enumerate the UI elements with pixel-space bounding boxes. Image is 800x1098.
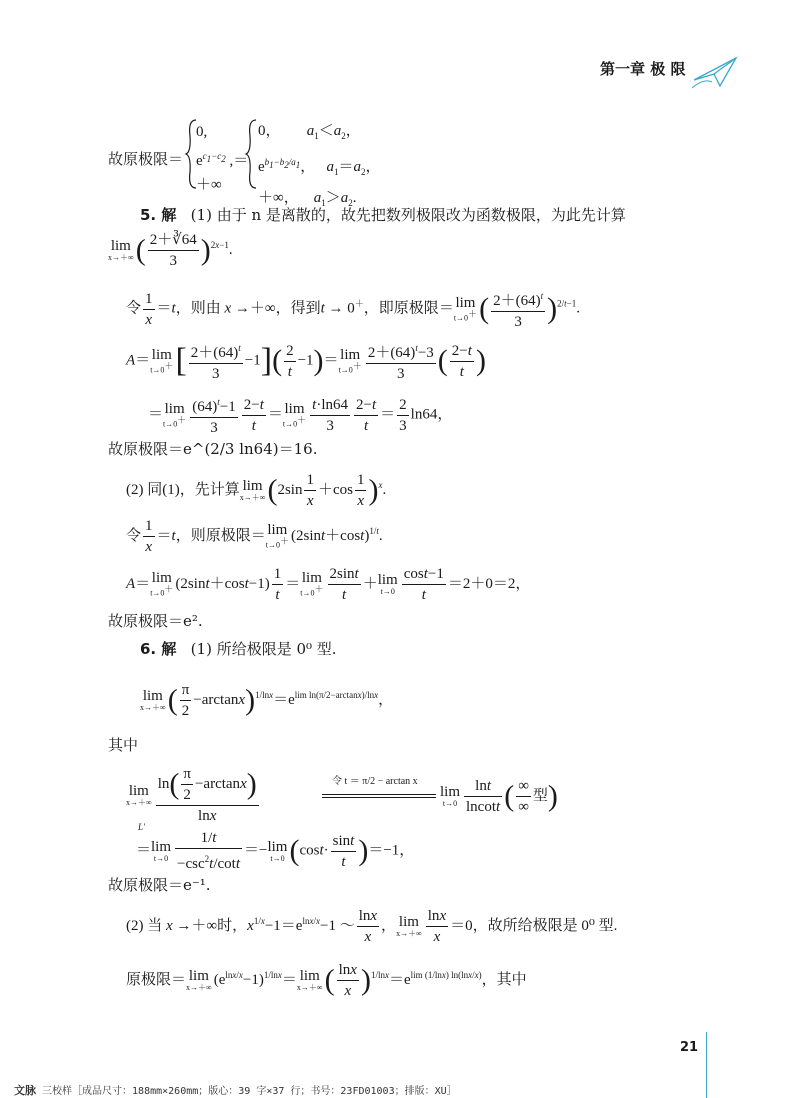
chapter-header: 第一章 极 限 bbox=[600, 60, 686, 78]
p6-qizhong: 其中 bbox=[108, 736, 139, 754]
margin-line bbox=[706, 1032, 707, 1098]
p5-result: 故原极限＝e^(2/3 ln64)＝16. bbox=[108, 440, 318, 458]
piecewise-right: 0， $a_1<a_2$， $e^{b_1-b_2/a_1}$， $a_1=a_2$， ＋∞， $a_1>a_2$. bbox=[258, 123, 381, 208]
piecewise-left: 0, $e^{c_1-c_2}$ ,＝ ＋∞ bbox=[196, 124, 249, 193]
paper-plane-icon bbox=[690, 52, 742, 90]
p5-limit-expr: lim x→＋∞ ( $\frac{2+∛64}{3}$ )$^{2x-1}$. bbox=[108, 232, 233, 269]
right-brace bbox=[244, 118, 258, 190]
p5-substitution: 令 $\frac{1}{x}$ ＝t，则由 x →＋∞，得到t → 0＋，即原极限＝ lim t→0＋ ( $\frac{2+(64)^t}{3}$ )$^{2/t-1}$. bbox=[126, 286, 580, 332]
p5-2-A: A＝ lim t→0＋ (2sint＋cost−1) $\frac{1}{t}$ ＝ lim t→0＋ $\frac{2\sin t}{t}$ ＋ lim t→0 $\frac{\cos t-1}{t}$ ＝2＋0＝2， bbox=[126, 566, 531, 603]
p6-2-intro: (2) 当 x →＋∞时，$x^{1/x}-1=e^{lnx/x}-1$ ～ $\frac{\ln x}{x}$ ， lim x→＋∞ $\frac{\ln x}{x}$ ＝0，故所给极限是 0⁰ 型. bbox=[126, 908, 618, 945]
p5-2-substitution: 令 $\frac{1}{x}$ ＝t，则原极限＝ lim t→0＋ $(2\sin t+\cos t)^{1/t}$. bbox=[126, 518, 383, 555]
p6-limit-expr: lim x→＋∞ ( $\frac{\pi}{2}$ $-\arctan x)^{1/lnx}=e^{lim ln(\pi/2-arctanx)/lnx}$， bbox=[140, 682, 394, 719]
p5-intro: 5. 解 (1) 由于 n 是离散的，故先把数列极限改为函数极限，为此先计算 bbox=[140, 206, 626, 224]
p6-inner-result: lim t→0 $\frac{\ln t}{lncott}$ ( $\frac{\infty}{\infty}$ 型) bbox=[440, 778, 558, 815]
p6-result: 故原极限＝e⁻¹. bbox=[108, 876, 211, 894]
footer: 文脉 三校样［成品尺寸：188mm×260mm；版心：39 字×37 行；书号：23FD01003；排版：XU］ bbox=[14, 1084, 457, 1097]
page-number: 21 bbox=[680, 1040, 699, 1055]
piecewise-intro: 故原极限＝ bbox=[108, 150, 184, 168]
p6-equal-bar bbox=[322, 794, 436, 798]
p5-2-result: 故原极限＝e². bbox=[108, 612, 203, 630]
p5-A-line1: A＝ lim t→0＋ [ $\frac{2+(64)^t}{3}$ −1]( $\frac{2}{t}$ −1)＝ lim t→0＋ $\frac{2+(64)^t-3}{3}$ ( $\frac{2-t}{t}$ ) bbox=[126, 338, 486, 384]
p5-2-intro: (2) 同(1)，先计算 lim x→＋∞ (2sin $\frac{1}{x}$ ＋cos $\frac{1}{x}$ )$^x$. bbox=[126, 472, 387, 509]
p6-intro: 6. 解 (1) 所给极限是 0⁰ 型. bbox=[140, 640, 337, 658]
p5-A-line2: ＝ lim t→0＋ $\frac{(64)^t-1}{3}$ $\frac{2-t}{t}$ ＝ lim t→0＋ $\frac{t\cdot\ln 64}{3}$ $\frac{2-t}{t}$ ＝ $\frac{2}{3}$ ln64， bbox=[148, 392, 452, 438]
p6-inner-limit: lim x→＋∞ ln( $\frac{\pi}{2}$ −arctanx) lnx bbox=[126, 766, 257, 824]
p6-substitution-label: 令 t ＝ π/2 − arctan x bbox=[332, 776, 418, 787]
p6-lhopital: L' ＝ lim t→0 $\frac{1/t}{-\csc^2t/\cot t}$ ＝− lim t→0 (cost· $\frac{\sin t}{t}$ )＝−1， bbox=[136, 822, 415, 872]
p6-2-limit: 原极限＝ lim x→＋∞ $(e^{lnx/x}-1)^{1/lnx}=$ lim x→＋∞ ( $\frac{\ln x}{x}$ )$^{1/lnx}=e^{lim (1/lnx) ln(lnx/x)}$，其中 bbox=[126, 962, 527, 999]
